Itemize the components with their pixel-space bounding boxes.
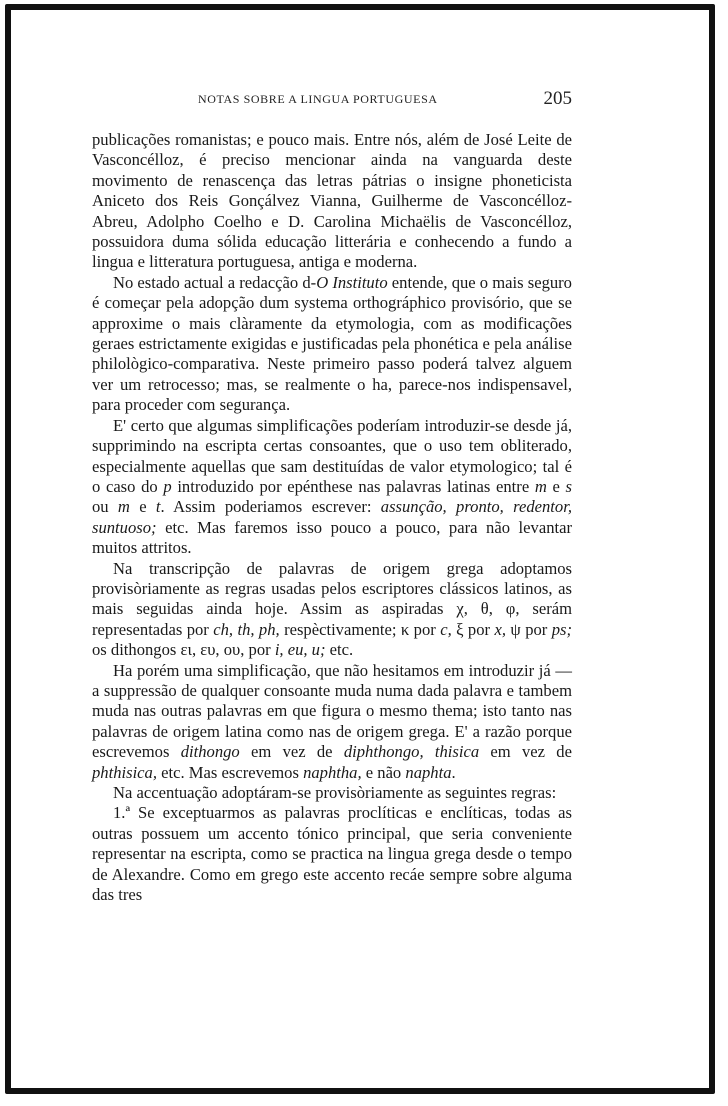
text-run: 1.ª Se exceptuarmos as palavras proclíticas e enclíticas, todas as outras possuem um accento tónico principal, que seria conveniente representar na escripta, como se practica na lingua grega desde o tempo de Alexandre. Como em grego este accento recáe sempre sobre alguma das tres (92, 803, 572, 905)
text-run: No estado actual a redacção d- (113, 272, 317, 292)
text-run: etc. Mas escrevemos (157, 762, 304, 782)
text-run: ψ por (505, 619, 552, 639)
text-run: publicações romanistas; e pouco mais. Entre nós, além de José Leite de Vasconcélloz, é preciso mencionar ainda na vanguarda deste movimento de renascença das letras pátrias o insigne phoneticista Aniceto dos Reis Gonçálvez Vianna, Guilherme de Vasconcélloz-Abreu, Adolpho Coelho e D. Carolina Michaëlis de Vasconcélloz, possuidora duma sólida educação litterária e conhecendo a fundo a lingua e litteratura portuguesa, antiga e moderna. (92, 130, 572, 272)
italic-letter: p (163, 476, 172, 496)
paragraph-2 (92, 273, 572, 416)
italic-letter: m (534, 476, 547, 496)
text-run: respèctivamente; κ por (279, 619, 441, 639)
paragraph-7 (92, 803, 572, 905)
italic-examples: assunção, pronto, redentor, suntuoso; (92, 497, 572, 537)
italic-examples: i, eu, u; (274, 640, 326, 660)
italic-word: dithongo (180, 742, 240, 762)
text-run: . (451, 762, 456, 782)
text-run: etc. (325, 640, 354, 660)
italic-letter: c, (440, 619, 452, 639)
paragraph-1 (92, 130, 572, 273)
italic-letter: t (155, 497, 161, 517)
italic-letter: ps; (551, 619, 572, 639)
italic-word: naphtha, (303, 762, 362, 782)
body-text (92, 130, 572, 905)
text-run: em vez de (239, 742, 344, 762)
paragraph-4 (92, 559, 572, 661)
italic-letter: m (117, 497, 130, 517)
italic-letter: s (565, 476, 572, 496)
page-header (100, 88, 572, 114)
text-run: e não (361, 762, 406, 782)
paragraph-5 (92, 661, 572, 783)
italic-letter: x, (494, 619, 506, 639)
text-run: ξ por (451, 619, 495, 639)
text-run (424, 742, 435, 761)
text-run: etc. Mas faremos isso pouco a pouco, para não levantar muitos attritos. (92, 517, 572, 558)
text-run: em vez de (479, 742, 572, 762)
italic-word: diphthongo, (343, 742, 424, 762)
text-run: E' certo que algumas simplificações poderíam introduzir-se desde já, supprimindo na escripta certas consoantes, que o uso tem obliterado, especialmente aquellas que sam destituídas de valor etymologico; tal é o caso do (92, 415, 572, 496)
italic-word: thisica (434, 742, 480, 762)
text-run: Ha porém uma simplificação, que não hesitamos em introduzir já — a suppressão de qualquer consoante muda numa dada palavra e tambem muda nas outras palavras em que figura o mesmo thema; isto tanto nas palavras de origem latina como nas de origem grega. E' a razão porque escrevemos (92, 660, 572, 762)
italic-examples: ch, th, ph, (213, 619, 280, 639)
paragraph-3 (92, 416, 572, 559)
paragraph-6 (92, 783, 572, 803)
italic-title: O Instituto (316, 272, 388, 292)
text-run: ou (92, 497, 118, 517)
text-run: . Assim poderiamos escrever: (160, 497, 381, 517)
text-run: Na transcripção de palavras de origem grega adoptamos provisòriamente as regras usadas pelos escriptores clássicos latinos, as mais seguidas ainda hoje. Assim as aspiradas χ, θ, φ, serám representadas por (92, 558, 572, 639)
italic-word: naphta (405, 762, 452, 782)
running-title: NOTAS SOBRE A LINGUA PORTUGUESA (198, 92, 438, 106)
page-number: 205 (543, 88, 572, 109)
text-run: introduzido por epénthese nas palavras latinas entre (171, 476, 535, 496)
text-run: entende, que o mais seguro é começar pela adopção dum systema orthográphico provisório, que se approxime o mais clàramente da etymologia, com as modificações geraes estrictamente exigidas e justificadas pela phonética e pela análise philològico-comparativa. Neste primeiro passo poderá talvez alguem ver um retrocesso; mas, se realmente o ha, parece-nos indispensavel, para proceder com segurança. (92, 272, 572, 415)
text-run: e (129, 497, 156, 517)
text-run: Na accentuação adoptáram-se provisòriamente as seguintes regras: (113, 783, 557, 802)
text-run: os dithongos ει, ευ, ου, por (92, 640, 275, 660)
italic-word: phthisica, (92, 762, 157, 782)
text-run: e (546, 476, 566, 496)
